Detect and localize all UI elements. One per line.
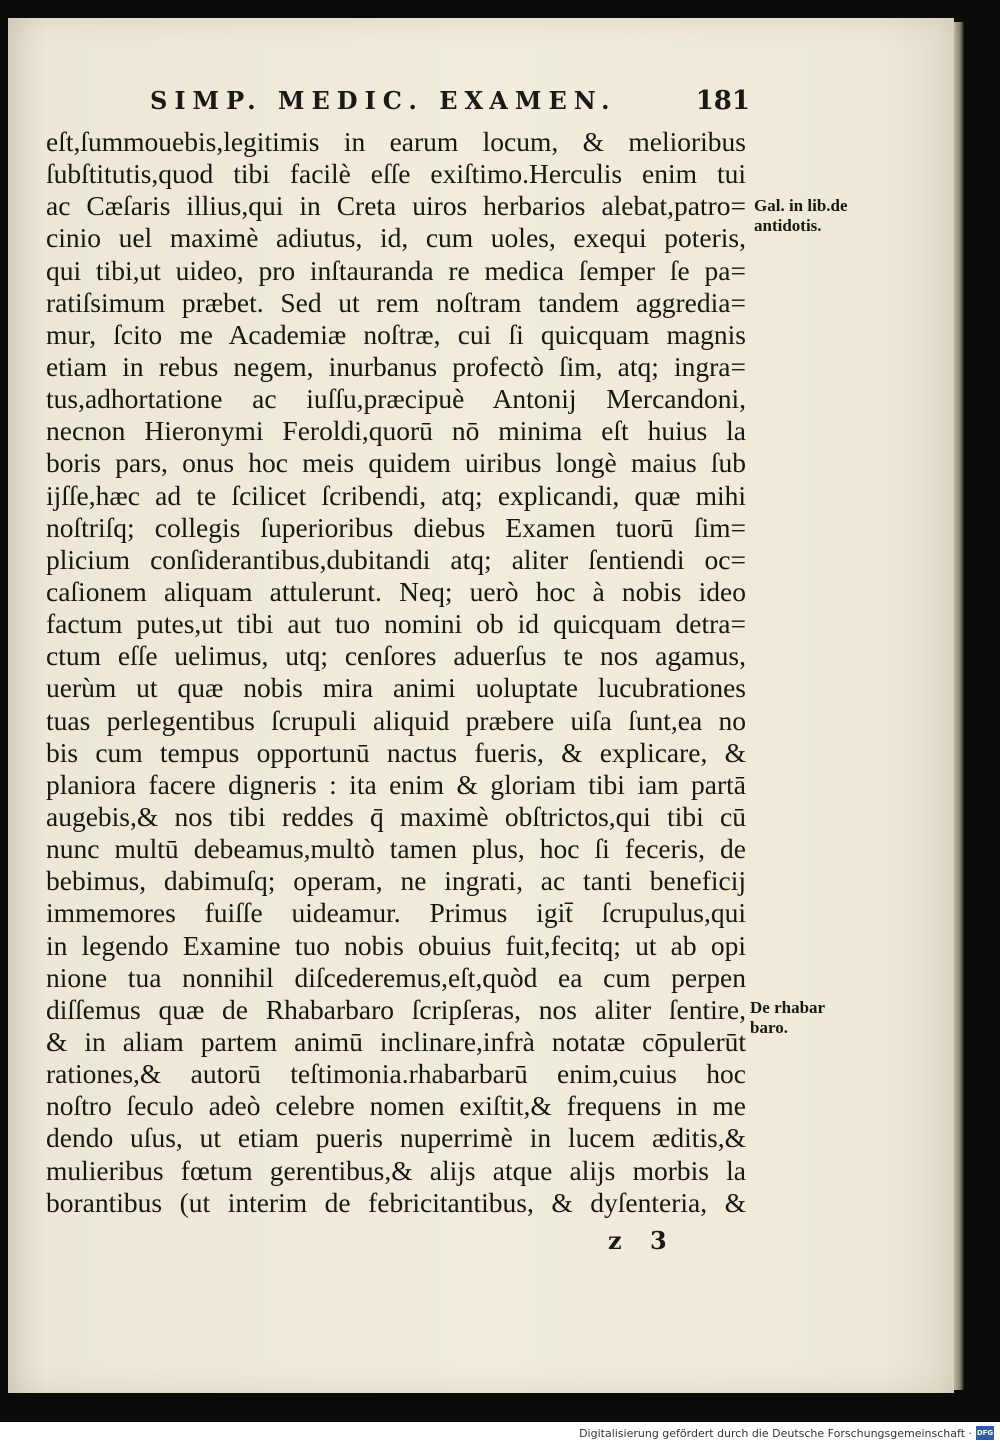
marginal-note-galen: Gal. in lib.de antidotis. <box>754 196 848 235</box>
marginal-note-rhubarb: De rhabar baro. <box>750 998 826 1037</box>
text-line: uerùm ut quæ nobis mira animi uoluptate lucubrationes <box>46 672 746 704</box>
page-number: 181 <box>695 86 750 116</box>
text-line: qui tibi,ut uideo, pro inſtauranda re medica ſemper ſe pa= <box>46 254 746 286</box>
funding-credit: Digitalisierung gefördert durch die Deutsche Forschungsgemeinschaft · <box>579 1427 972 1440</box>
text-line: caſionem aliquam attulerunt. Neq; uerò hoc à nobis ideo <box>46 575 746 607</box>
running-title: SIMP. MEDIC. EXAMEN. <box>150 86 617 115</box>
text-line: bebimus, dabimuſq; operam, ne ingrati, ac tanti beneficij <box>46 865 746 897</box>
text-line: mur, ſcito me Academiæ noſtræ, cui ſi quicquam magnis <box>46 318 746 350</box>
text-line: mulieribus fœtum gerentibus,& alijs atque alijs morbis la <box>46 1154 746 1186</box>
text-line: ſubſtitutis,quod tibi facilè eſſe exiſtimo.Herculis enim tui <box>46 158 746 190</box>
text-line: planiora facere digneris : ita enim & gloriam tibi iam partā <box>46 768 746 800</box>
text-line: tuas perlegentibus ſcrupuli aliquid præbere uiſa ſunt,ea no <box>46 704 746 736</box>
text-line: rationes,& autorū teſtimonia.rhabarbarū enim,cuius hoc <box>46 1058 746 1090</box>
text-line: in legendo Examine tuo nobis obuius fuit,fecitq; ut ab opi <box>46 929 746 961</box>
text-line: etiam in rebus negem, inurbanus profectò ſim, atq; ingra= <box>46 350 746 382</box>
text-line: eſt,ſummouebis,legitimis in earum locum, & melioribus <box>46 126 746 157</box>
text-line: cinio uel maximè adiutus, id, cum uoles, exequi poteris, <box>46 222 746 254</box>
text-line: ijſſe,hæc ad te ſcilicet ſcribendi, atq; explicandi, quæ mihi <box>46 479 746 511</box>
text-line: augebis,& nos tibi reddes q̄ maximè obſtrictos,qui tibi cū <box>46 800 746 832</box>
digitization-footer <box>0 1422 1000 1447</box>
dfg-logo: DFG <box>976 1426 994 1440</box>
text-line: bis cum tempus opportunū nactus fueris, & explicare, & <box>46 736 746 768</box>
text-line: plicium conſiderantibus,dubitandi atq; aliter ſentiendi oc= <box>46 543 746 575</box>
text-line: noſtriſq; collegis ſuperioribus diebus Examen tuorū ſim= <box>46 511 746 543</box>
signature-mark: z 3 <box>608 1226 677 1255</box>
text-line: dendo uſus, ut etiam pueris nuperrimè in lucem æditis,& <box>46 1122 746 1154</box>
text-line: diſſemus quæ de Rhabarbaro ſcripſeras, nos aliter ſentire, <box>46 993 746 1025</box>
text-line: noſtro ſeculo adeò celebre nomen exiſtit,& frequens in me <box>46 1090 746 1122</box>
text-line: necnon Hieronymi Feroldi,quorū nō minima eſt huius la <box>46 415 746 447</box>
text-line: ac Cæſaris illius,qui in Creta uiros herbarios alebat,patro= <box>46 190 746 222</box>
text-line: nunc multū debeamus,multò tamen plus, hoc ſi feceris, de <box>46 833 746 865</box>
page-header <box>150 86 750 120</box>
text-line: ratiſsimum præbet. Sed ut rem noſtram tandem aggredia= <box>46 286 746 318</box>
text-line: ctum eſſe uelimus, utq; cenſores aduerſus te nos agamus, <box>46 640 746 672</box>
text-line: borantibus (ut interim de febricitantibus, & dyſenteria, & <box>46 1186 746 1218</box>
page-edge-shadow <box>954 22 964 1390</box>
text-line: factum putes,ut tibi aut tuo nomini ob id quicquam detra= <box>46 608 746 640</box>
text-line: & in aliam partem animū inclinare,infrà notatæ cōpulerūt <box>46 1025 746 1057</box>
text-line: immemores fuiſſe uideamur. Primus igit̄ ſcrupulus,qui <box>46 897 746 929</box>
text-line: nione tua nonnihil diſcederemus,eſt,quòd ea cum perpen <box>46 961 746 993</box>
body-text <box>46 126 746 1219</box>
text-line: tus,adhortatione ac iuſſu,præcipuè Antonij Mercandoni, <box>46 383 746 415</box>
text-line: boris pars, onus hoc meis quidem uiribus longè maius ſub <box>46 447 746 479</box>
